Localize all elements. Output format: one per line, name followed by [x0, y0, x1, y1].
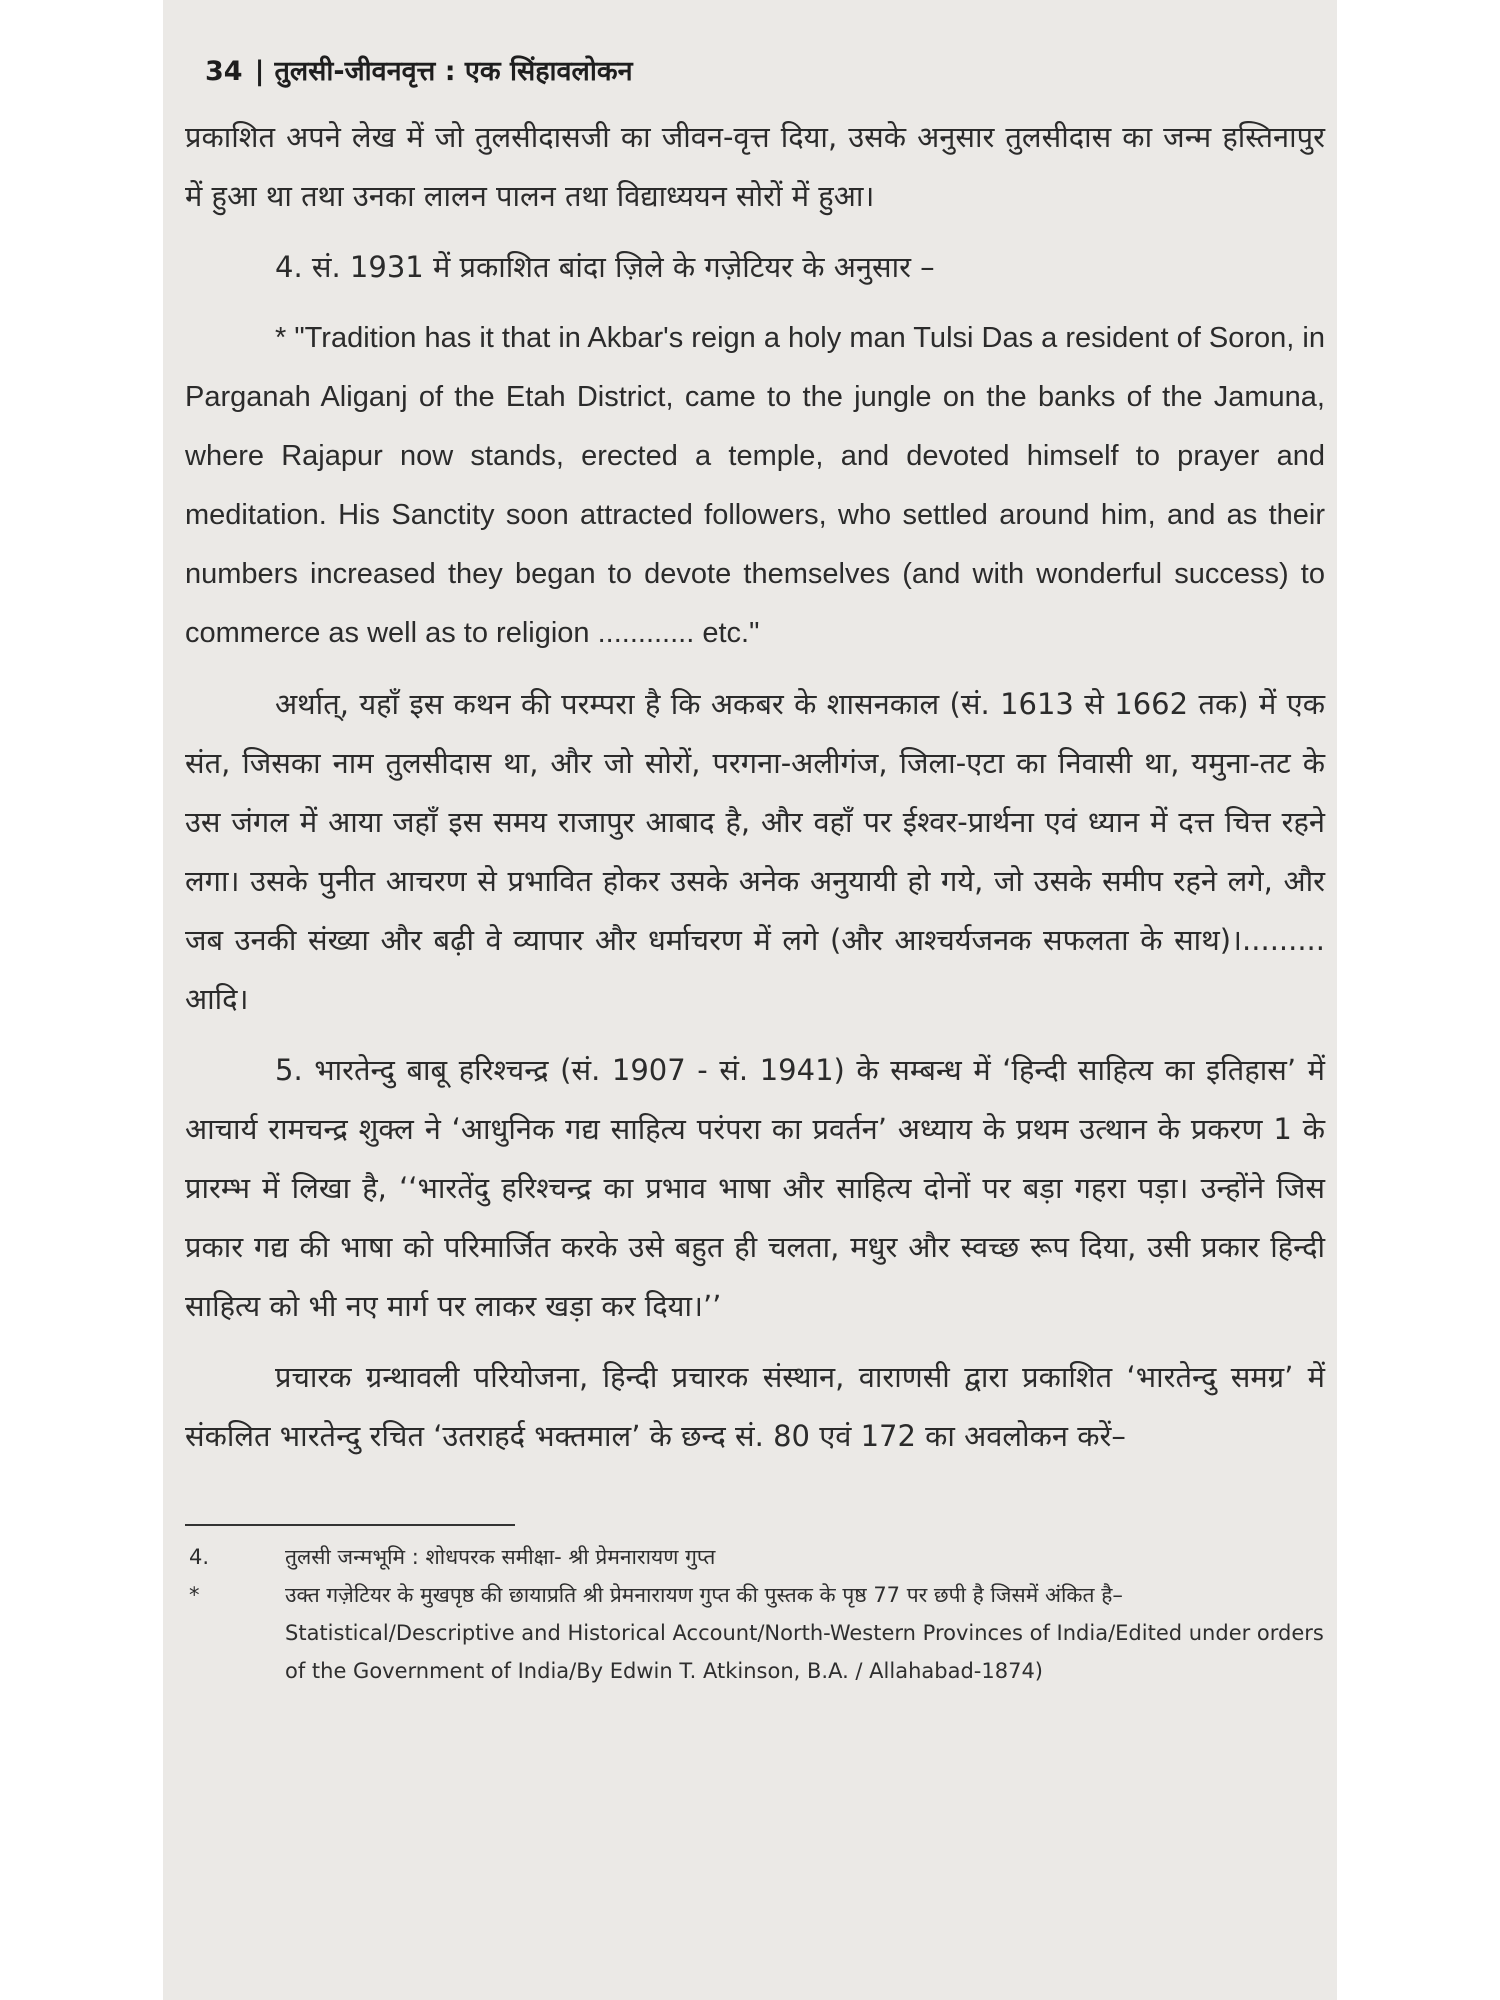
footnote-marker: * [189, 1583, 200, 1607]
paragraph-6: प्रचारक ग्रन्थावली परियोजना, हिन्दी प्रचारक संस्थान, वाराणसी द्वारा प्रकाशित ‘भारतेन्दु समग्र’ में संकलित भारतेन्दु रचित ‘उतराहर्द भक्तमाल’ के छन्द सं. 80 एवं 172 का अवलोकन करें– [185, 1360, 1325, 1453]
gazetteer-quote: * "Tradition has it that in Akbar's reign a holy man Tulsi Das a resident of Soron, in Parganah Aliganj of the Etah District, came to the jungle on the banks of the Jamuna, where Rajapur now stands, erected a temple, and devoted himself to prayer and meditation. His Sanctity soon attracted followers, who settled around him, and as their numbers increased they began to devote themselves (and with wonderful success) to commerce as well as to religion ............ etc." [185, 322, 1325, 649]
paragraph-5: 5. भारतेन्दु बाबू हरिश्चन्द्र (सं. 1907 - सं. 1941) के सम्बन्ध में ‘हिन्दी साहित्य का इतिहास’ में आचार्य रामचन्द्र शुक्ल ने ‘आधुनिक गद्य साहित्य परंपरा का प्रवर्तन’ अध्याय के प्रथम उत्थान के प्रकरण 1 के प्रारम्भ में लिखा है, ‘‘भारतेंदु हरिश्चन्द्र का प्रभाव भाषा और साहित्य दोनों पर बड़ा गहरा पड़ा। उन्होंने जिस प्रकार गद्य की भाषा को परिमार्जित करके उसे बहुत ही चलता, मधुर और स्वच्छ रूप दिया, उसी प्रकार हिन्दी साहित्य को भी नए मार्ग पर लाकर खड़ा कर दिया।’’ [185, 1053, 1325, 1323]
page-content [185, 50, 1325, 1690]
header-separator: | [254, 56, 265, 87]
footnote-marker: 4. [189, 1545, 210, 1569]
paragraph-4-heading: 4. सं. 1931 में प्रकाशित बांदा ज़िले के गज़ेटियर के अनुसार – [275, 250, 935, 284]
running-title: तुलसी-जीवनवृत्त : एक सिंहावलोकन [274, 56, 633, 87]
book-page [163, 0, 1337, 2000]
footnote-text: उक्त गज़ेटियर के मुखपृष्ठ की छायाप्रति श्री प्रेमनारायण गुप्त की पुस्तक के पृष्ठ 77 पर छपी है जिसमें अंकित है– Statistical/Descriptive and Historical Account/North-Western Provinces of India/Edited under orders of the Government of India/By Edwin T. Atkinson, B.A. / Allahabad-1874) [285, 1583, 1324, 1683]
paragraph-intro: प्रकाशित अपने लेख में जो तुलसीदासजी का जीवन-वृत्त दिया, उसके अनुसार तुलसीदास का जन्म हस्तिनापुर में हुआ था तथा उनका लालन पालन तथा विद्याध्ययन सोरों में हुआ। [185, 120, 1325, 213]
page-number: 34 [205, 56, 243, 87]
footnote-divider [185, 1524, 515, 1526]
paragraph-translation: अर्थात्, यहाँ इस कथन की परम्परा है कि अकबर के शासनकाल (सं. 1613 से 1662 तक) में एक संत, जिसका नाम तुलसीदास था, और जो सोरों, परगना-अलीगंज, जिला-एटा का निवासी था, यमुना-तट के उस जंगल में आया जहाँ इस समय राजापुर आबाद है, और वहाँ पर ईश्वर-प्रार्थना एवं ध्यान में दत्त चित्त रहने लगा। उसके पुनीत आचरण से प्रभावित होकर उसके अनेक अनुयायी हो गये, जो उसके समीप रहने लगे, और जब उनकी संख्या और बढ़ी वे व्यापार और धर्माचरण में लगे (और आश्चर्यजनक सफलता के साथ)।......... आदि। [185, 687, 1325, 1016]
running-header [185, 50, 1325, 94]
footnote-4 [185, 1538, 1325, 1576]
footnote-asterisk [185, 1576, 1325, 1690]
footnote-text: तुलसी जन्मभूमि : शोधपरक समीक्षा- श्री प्रेमनारायण गुप्त [285, 1545, 716, 1569]
